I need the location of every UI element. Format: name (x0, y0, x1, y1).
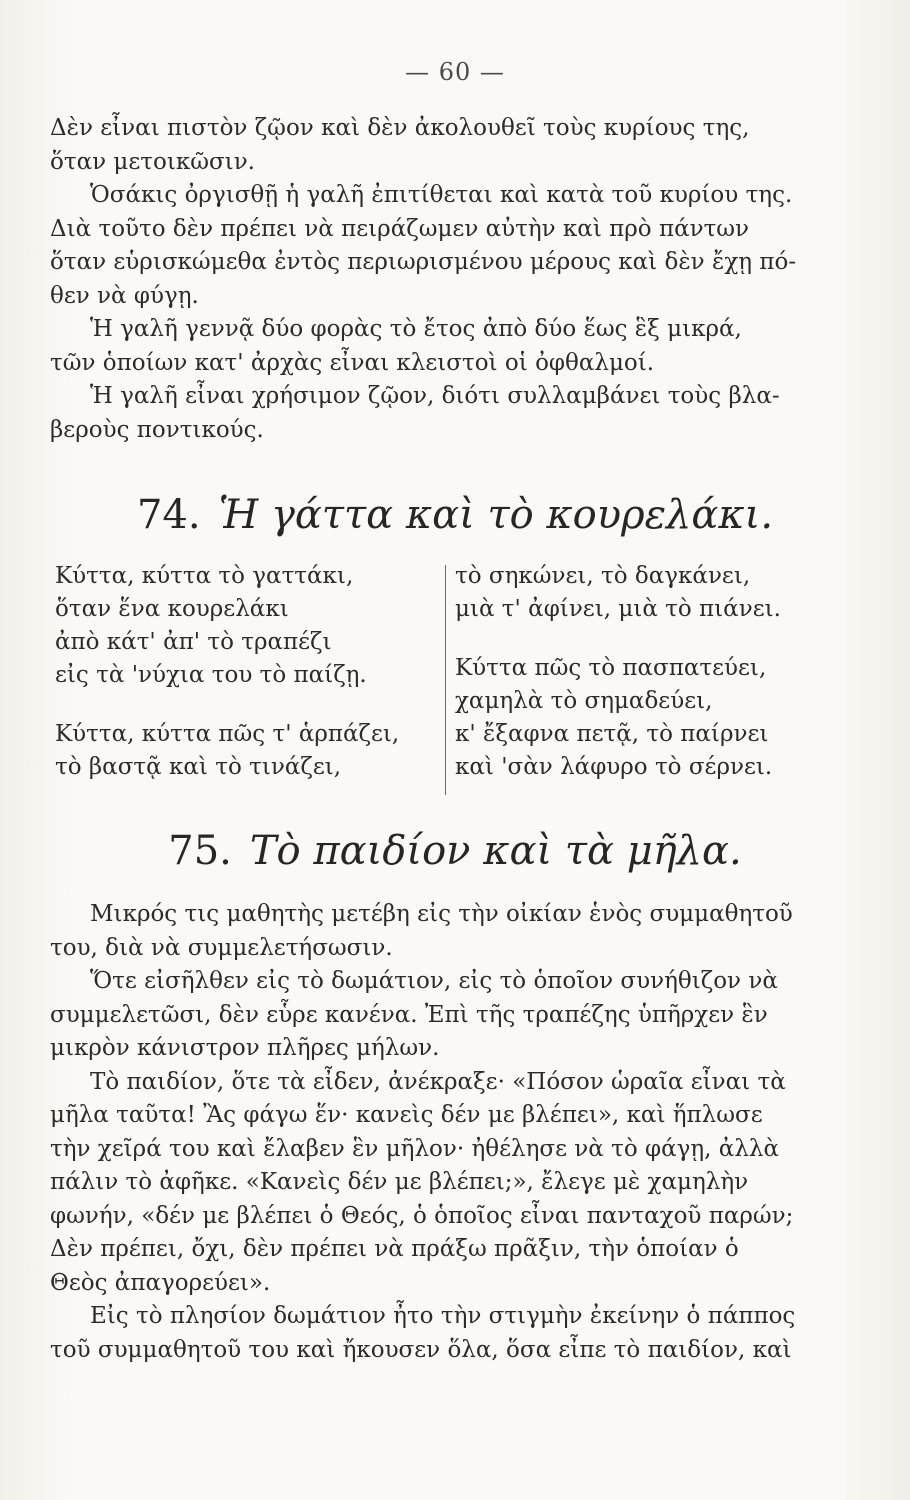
text-line: Δὲν πρέπει, ὄχι, δὲν πρέπει νὰ πράξω πρᾶξιν, τὴν ὁποίαν ὁ (50, 1236, 739, 1262)
section-title: Τὸ παιδίον καὶ τὰ μῆλα. (249, 828, 742, 874)
text-line: Εἰς τὸ πλησίον δωμάτιον ἦτο τὴν στιγμὴν ἐκείνην ὁ πάππος (90, 1303, 796, 1329)
text-line: ὅταν μετοικῶσιν. (50, 148, 255, 175)
paragraph (50, 898, 840, 965)
text-line: Μικρός τις μαθητὴς μετέβη εἰς τὴν οἰκίαν ἑνὸς συμμαθητοῦ (90, 901, 793, 927)
text-line: τὴν χεῖρά του καὶ ἔλαβεν ἓν μῆλον· ἠθέλησε νὰ τὸ φάγῃ, ἀλλὰ (50, 1135, 780, 1162)
section-number: 74. (136, 492, 201, 538)
poem-stanza (55, 560, 435, 692)
text-line: τῶν ὁποίων κατ' ἀρχὰς εἶναι κλειστοὶ οἱ ὀφθαλμοί. (50, 349, 655, 376)
text-line: συμμελετῶσι, δὲν εὗρε κανένα. Ἐπὶ τῆς τραπέζης ὑπῆρχεν ἓν (50, 1001, 768, 1028)
paragraph (50, 313, 840, 380)
poem-stanza (455, 652, 835, 784)
poem-line: ἀπὸ κάτ' ἀπ' τὸ τραπέζι (55, 629, 332, 655)
poem-line: ὅταν ἕνα κουρελάκι (55, 596, 289, 622)
intro-text-block (50, 112, 840, 447)
poem-line: χαμηλὰ τὸ σημαδεύει, (455, 688, 713, 714)
poem-line: Κύττα, κύττα τὸ γαττάκι, (55, 563, 354, 589)
text-line: Ἡ γαλῆ εἶναι χρήσιμον ζῷον, διότι συλλαμβάνει τοὺς βλα- (90, 383, 780, 409)
text-line: Τὸ παιδίον, ὅτε τὰ εἶδεν, ἀνέκραξε· «Πόσον ὡραῖα εἶναι τὰ (90, 1068, 786, 1095)
text-line: μῆλα ταῦτα! Ἂς φάγω ἕν· κανεὶς δέν με βλέπει», καὶ ἥπλωσε (50, 1102, 763, 1128)
paragraph (50, 965, 840, 1066)
text-line: θεν νὰ φύγῃ. (50, 282, 199, 309)
story-text-block (50, 898, 840, 1367)
text-line: Δὲν εἶναι πιστὸν ζῷον καὶ δὲν ἀκολουθεῖ τοὺς κυρίους της, (50, 115, 750, 141)
text-line: ὅταν εὑρισκώμεθα ἐντὸς περιωρισμένου μέρους καὶ δὲν ἔχῃ πό- (50, 249, 797, 275)
page-number: — 60 — (405, 58, 505, 86)
paragraph (50, 179, 840, 313)
section-number: 75. (168, 828, 232, 874)
text-line: Ὅτε εἰσῆλθεν εἰς τὸ δωμάτιον, εἰς τὸ ὁποῖον συνήθιζον νὰ (90, 968, 778, 994)
text-line: Διὰ τοῦτο δὲν πρέπει νὰ πειράζωμεν αὐτὴν καὶ πρὸ πάντων (50, 215, 750, 242)
poem-column-left (55, 560, 435, 810)
poem-line: τὸ σηκώνει, τὸ δαγκάνει, (455, 563, 751, 589)
poem-stanza (455, 560, 835, 626)
text-line: Θεὸς ἀπαγορεύει». (50, 1269, 271, 1296)
section-heading-75 (0, 828, 910, 874)
poem-line: μιὰ τ' ἀφίνει, μιὰ τὸ πιάνει. (455, 596, 781, 622)
poem (55, 560, 835, 810)
poem-line: καὶ 'σὰν λάφυρο τὸ σέρνει. (455, 754, 773, 780)
poem-line: Κύττα, κύττα πῶς τ' ἁρπάζει, (55, 721, 400, 747)
text-line: πάλιν τὸ ἀφῆκε. «Κανεὶς δέν με βλέπει;», ἔλεγε μὲ χαμηλὴν (50, 1169, 749, 1195)
poem-line: εἰς τὰ 'νύχια του τὸ παίζῃ. (55, 662, 367, 688)
poem-column-right (455, 560, 835, 810)
text-line: φωνήν, «δέν με βλέπει ὁ Θεός, ὁ ὁποῖος εἶναι πανταχοῦ παρών; (50, 1202, 794, 1229)
paragraph (50, 1300, 840, 1367)
poem-line: Κύττα πῶς τὸ πασπατεύει, (455, 655, 767, 681)
text-line: μικρὸν κάνιστρον πλῆρες μήλων. (50, 1035, 440, 1061)
paragraph (50, 380, 840, 447)
paragraph (50, 1066, 840, 1301)
section-title: Ἡ γάττα καὶ τὸ κουρελάκι. (218, 492, 774, 538)
text-line: τοῦ συμμαθητοῦ του καὶ ἤκουσεν ὅλα, ὅσα εἶπε τὸ παιδίον, καὶ (50, 1336, 792, 1363)
text-line: βεροὺς ποντικούς. (50, 416, 264, 443)
poem-line: τὸ βαστᾷ καὶ τὸ τινάζει, (55, 754, 342, 780)
poem-line: κ' ἔξαφνα πετᾷ, τὸ παίρνει (455, 721, 769, 747)
text-line: Ἡ γαλῆ γεννᾷ δύο φορὰς τὸ ἔτος ἀπὸ δύο ἕως ἓξ μικρά, (90, 316, 742, 342)
poem-stanza (55, 718, 435, 784)
text-line: του, διὰ νὰ συμμελετήσωσιν. (50, 934, 393, 961)
text-line: Ὁσάκις ὀργισθῇ ἡ γαλῆ ἐπιτίθεται καὶ κατὰ τοῦ κυρίου της. (90, 182, 793, 208)
section-heading-74 (0, 492, 910, 538)
column-divider (445, 565, 446, 795)
paragraph (50, 112, 840, 179)
